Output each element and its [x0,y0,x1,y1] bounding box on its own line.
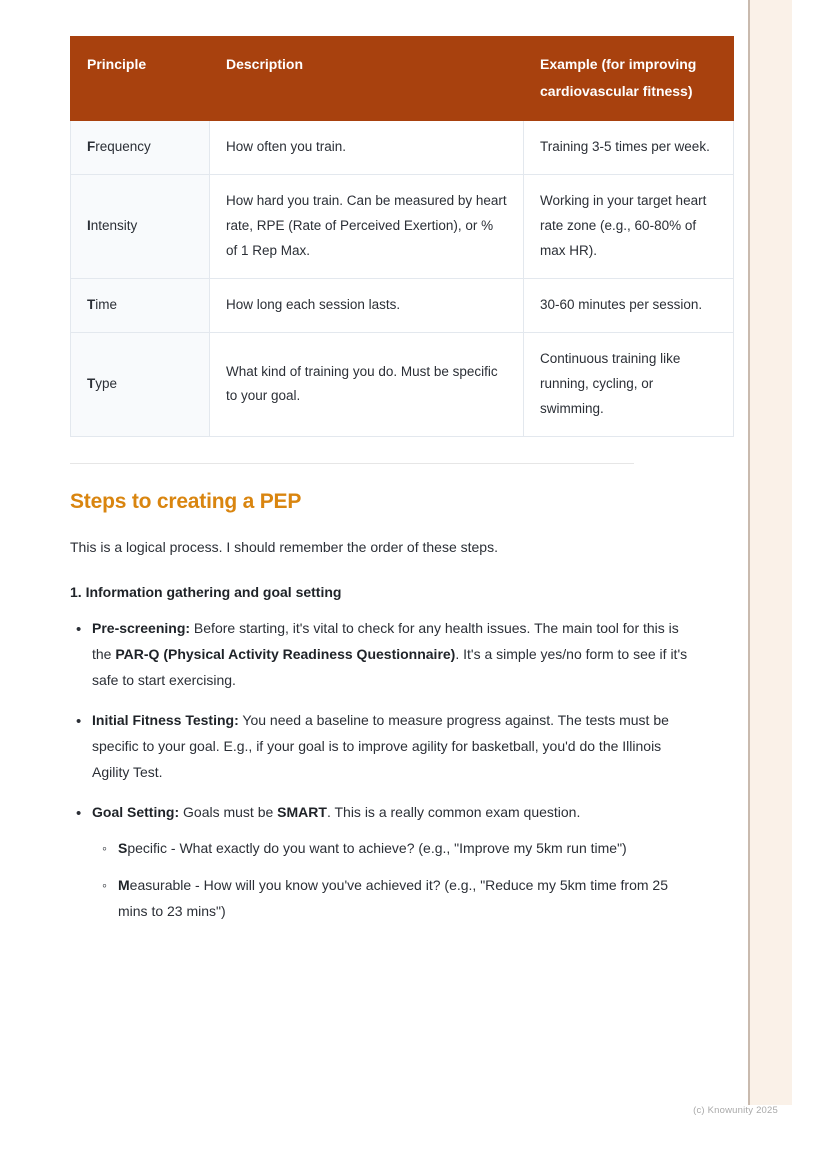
table-header-row [71,37,734,121]
table-row [71,175,734,279]
principle-letter: T [87,376,96,391]
cell-description: How often you train. [210,121,524,175]
smart-sublist [92,836,700,926]
cell-principle [71,279,210,333]
cell-description: How hard you train. Can be measured by heart rate, RPE (Rate of Perceived Exertion), or % of 1 Rep Max. [210,175,524,279]
table-row [71,121,734,175]
column-header-example: Example (for improving cardiovascular fitness) [524,37,734,121]
smart-text: - What exactly do you want to achieve? (e.g., "Improve my 5km run time") [167,839,627,856]
bullet-lead: Pre-screening: [92,620,191,637]
bullet-lead: Initial Fitness Testing: [92,712,239,728]
step-heading: 1. Information gathering and goal setting [70,584,342,601]
principle-rest: ntensity [90,218,138,234]
fitt-principles-table [70,36,734,437]
cell-example: 30-60 minutes per session. [524,279,734,333]
cell-description: What kind of training you do. Must be specific to your goal. [210,333,524,437]
smart-letter: M [118,877,130,894]
footer-credit: (c) Knowunity 2025 [693,1105,778,1116]
page-title: Steps to creating a PEP [70,489,302,513]
list-item [92,708,700,786]
bullet-strong-2: SMART [277,803,327,820]
principle-letter: F [87,139,96,155]
bullet-text-3: . It's a simple yes/no form to see if it's safe to start exercising. [92,646,688,689]
bullet-text-1: Goals must be [179,803,278,820]
list-item [92,800,700,926]
cell-description: How long each session lasts. [210,279,524,333]
section-intro: This is a logical process. I should remember the order of these steps. [70,538,498,555]
cell-example: Continuous training like running, cycling, or swimming. [524,333,734,437]
cell-principle [71,175,210,279]
list-item [92,616,700,694]
bullet-lead: Goal Setting: [92,803,180,820]
table-row [71,279,734,333]
principle-rest: ype [95,376,118,391]
smart-rest: easurable [129,877,192,894]
principle-rest: ime [95,297,118,313]
steps-list [70,616,700,925]
bullet-text-1: You need a baseline to measure progress against. The tests must be specific to your goal. E.g., if your goal is to improve agility for basketball, you'd do the Illinois Agility Test. [92,712,669,780]
principle-letter: T [87,297,96,313]
column-header-description: Description [210,37,524,121]
smart-rest: pecific [127,839,168,856]
table-row [71,333,734,437]
bullet-text-3: . This is a really common exam question. [326,803,581,820]
principle-letter: I [87,218,91,234]
list-item [118,873,700,925]
smart-letter: S [118,839,128,856]
cell-principle [71,121,210,175]
principle-rest: requency [95,139,151,155]
cell-example: Working in your target heart rate zone (e.g., 60-80% of max HR). [524,175,734,279]
decorative-right-strip [748,0,792,1105]
table-header [71,37,734,121]
table-body [71,121,734,437]
cell-principle [71,333,210,437]
section-divider [70,463,634,464]
column-header-principle: Principle [71,37,210,121]
smart-text: - How will you know you've achieved it? (e.g., "Reduce my 5km time from 25 mins to 23 mins") [118,877,668,920]
cell-example: Training 3-5 times per week. [524,121,734,175]
list-item [118,836,700,862]
bullet-strong-2: PAR-Q (Physical Activity Readiness Questionnaire) [115,646,456,663]
bullet-text-1: Before starting, it's vital to check for any health issues. The main tool for this is the [92,620,679,663]
